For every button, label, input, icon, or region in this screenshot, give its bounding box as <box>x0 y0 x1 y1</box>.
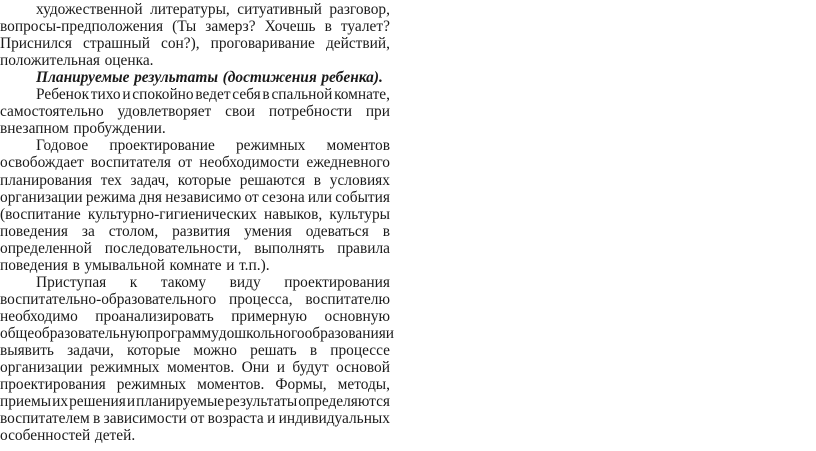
text-line: планирования тех задач, которые решаются в условиях <box>0 171 390 189</box>
text-line: художественной литературы, ситуативный разговор, <box>36 1 390 18</box>
text-line: вопросы-предположения (Ты замерз? Хочешь в туалет? <box>0 18 390 36</box>
text-line: освобождает воспитателя от необходимости ежедневного <box>0 154 390 172</box>
text-line: самостоятельно удовлетворяет свои потребности при <box>0 103 390 121</box>
text-line: внезапном пробуждении. <box>0 120 166 138</box>
text-line: Годовое проектирование режимных моментов <box>36 137 390 155</box>
text-line: проектирования режимных моментов. Формы, методы, <box>0 376 390 394</box>
text-line: (воспитание культурно-гигиенических навыков, культуры <box>0 205 390 223</box>
text-line: необходимо проанализировать примерную основную <box>0 307 390 325</box>
text-line: поведения в умывальной комнате и т.п.). <box>0 256 270 274</box>
text-line: Приснился страшный сон?), проговаривание действий, <box>0 35 390 53</box>
text-line: организации режимных моментов. Они и будут основой <box>0 359 390 377</box>
text-line: общеобразовательную программу дошкольного образования и <box>0 324 395 342</box>
text-line: особенностей детей. <box>0 427 136 445</box>
text-line: организации режима дня независимо от сезона или события <box>0 188 390 206</box>
text-line: приемы их решения и планируемые результаты определяются <box>0 393 390 411</box>
text-line: Приступая к такому виду проектирования <box>36 273 390 291</box>
text-line: поведения за столом, развития умения одеваться в <box>0 222 390 240</box>
text-line: определенной последовательности, выполнять правила <box>0 239 390 257</box>
text-line: положительная оценка. <box>0 52 154 70</box>
text-line: воспитательно-образовательного процесса, воспитателю <box>0 290 390 308</box>
text-line: воспитателем в зависимости от возраста и индивидуальных <box>0 410 390 428</box>
text-line: Ребенок тихо и спокойно ведет себя в спальной комнате, <box>36 86 390 104</box>
text-line: выявить задачи, которые можно решать в процессе <box>0 342 390 359</box>
text-line: Планируемые результаты (достижения ребенка). <box>36 69 383 87</box>
